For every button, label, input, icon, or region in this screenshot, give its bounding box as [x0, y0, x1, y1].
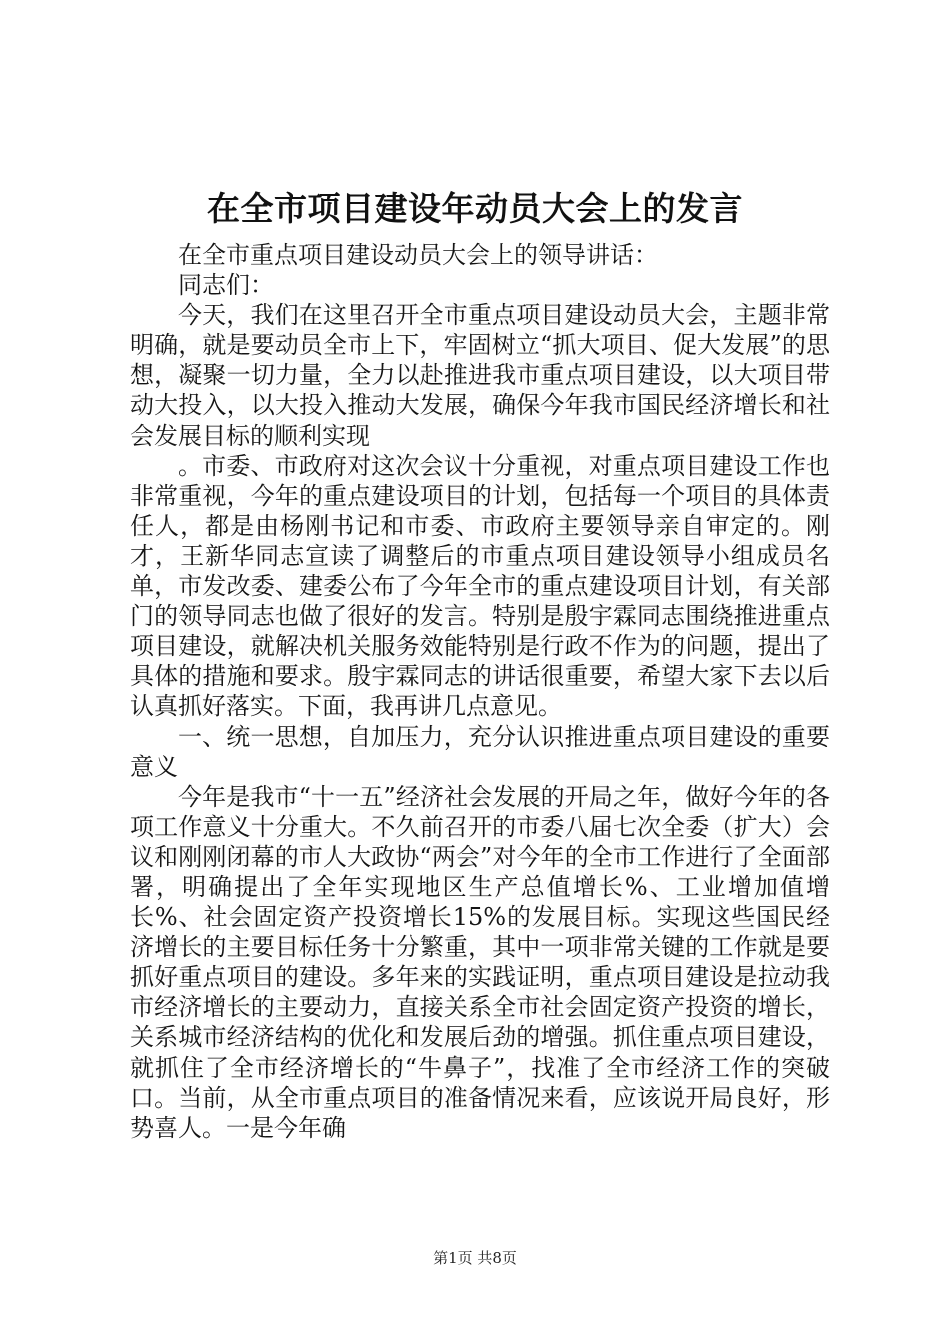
section-heading: 一、统一思想，自加压力，充分认识推进重点项目建设的重要意义 [130, 722, 830, 781]
body-paragraph: 。市委、市政府对这次会议十分重视，对重点项目建设工作也非常重视，今年的重点建设项目的计划，包括每一个项目的具体责任人，都是由杨刚书记和市委、市政府主要领导亲自审定的。刚才，王新华同志宣读了调整后的市重点项目建设领导小组成员名单，市发改委、建委公布了今年全市的重点建设项目计划，有关部门的领导同志也做了很好的发言。特别是殷宇霖同志围绕推进重点项目建设，就解决机关服务效能特别是行政不作为的问题，提出了具体的措施和要求。殷宇霖同志的讲话很重要，希望大家下去以后认真抓好落实。下面，我再讲几点意见。 [130, 451, 830, 721]
body-paragraph: 今天，我们在这里召开全市重点项目建设动员大会，主题非常明确，就是要动员全市上下，牢固树立“抓大项目、促大发展”的思想，凝聚一切力量，全力以赴推进我市重点项目建设，以大项目带动大投入，以大投入推动大发展，确保今年我市国民经济增长和社会发展目标的顺利实现 [130, 301, 830, 450]
salutation: 同志们： [178, 271, 274, 300]
body-paragraph: 今年是我市“十一五”经济社会发展的开局之年，做好今年的各项工作意义十分重大。不久前召开的市委八届七次全委（扩大）会议和刚刚闭幕的市人大政协“两会”对今年的全市工作进行了全面部署，明确提出了全年实现地区生产总值增长%、工业增加值增长%、社会固定资产投资增长15%的发展目标。实现这些国民经济增长的主要目标任务十分繁重，其中一项非常关键的工作就是要抓好重点项目的建设。多年来的实践证明，重点项目建设是拉动我市经济增长的主要动力，直接关系全市社会固定资产投资的增长，关系城市经济结构的优化和发展后劲的增强。抓住重点项目建设，就抓住了全市经济增长的“牛鼻子”，找准了全市经济工作的突破口。当前，从全市重点项目的准备情况来看，应该说开局良好，形势喜人。一是今年确 [130, 782, 830, 1142]
greeting-heading: 在全市重点项目建设动员大会上的领导讲话： [178, 241, 658, 269]
page-number-footer: 第1页 共8页 [433, 1249, 517, 1267]
document-title: 在全市项目建设年动员大会上的发言 [207, 189, 743, 228]
document-body [130, 240, 830, 1143]
